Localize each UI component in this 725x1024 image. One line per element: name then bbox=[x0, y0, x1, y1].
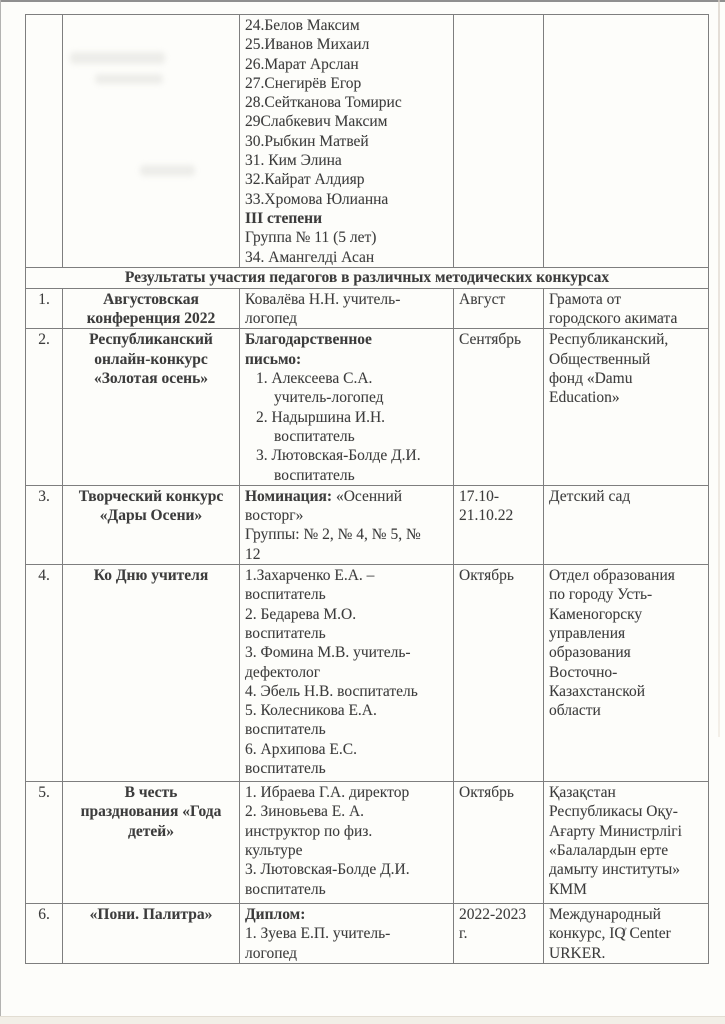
text-line: Казахстанской bbox=[549, 682, 646, 700]
text-line: детей» bbox=[128, 822, 174, 840]
text-line: Диплом: bbox=[245, 906, 306, 924]
text-line: логопед bbox=[245, 310, 298, 328]
text-line: Ко Дню учителя bbox=[93, 567, 209, 585]
row2-date-cell bbox=[454, 329, 544, 485]
text-line: В честь bbox=[124, 784, 178, 802]
row1-participants-cell bbox=[240, 288, 454, 329]
row4-date-cell bbox=[454, 565, 544, 782]
text-line: области bbox=[549, 702, 601, 720]
text-line: Отдел образования bbox=[549, 567, 675, 585]
table-row bbox=[26, 565, 709, 782]
row2-award-cell bbox=[544, 329, 709, 485]
text-line: Творческий конкурс bbox=[78, 487, 224, 505]
text-line: письмо: bbox=[245, 350, 302, 368]
row2-number-cell: 2. bbox=[26, 329, 63, 485]
section-header: Результаты участия педагогов в различных методических конкурсах bbox=[26, 267, 709, 288]
row1-date-cell bbox=[454, 288, 544, 329]
scan-edge-right bbox=[718, 0, 720, 737]
text-line: восторг» bbox=[245, 507, 304, 525]
text-line: «Балалардын ерте bbox=[549, 841, 669, 859]
text-line: Республикасы Оқу- bbox=[549, 803, 678, 821]
text-line: культуре bbox=[245, 841, 303, 859]
text-line: 1. Ибраева Г.А. директор bbox=[245, 784, 410, 802]
text-line: городского акимата bbox=[549, 310, 678, 328]
row3-participants-cell bbox=[240, 485, 454, 564]
text-line: 12 bbox=[245, 545, 261, 563]
text-line: г. bbox=[459, 925, 468, 943]
text-line: Август bbox=[459, 290, 506, 308]
section-header-row bbox=[26, 267, 709, 288]
text-line: Қазақстан bbox=[549, 784, 616, 802]
text-line: празднования «Года bbox=[80, 803, 222, 821]
text-line: Детский сад bbox=[549, 487, 631, 505]
text-line: 27.Снегирёв Егор bbox=[245, 74, 362, 92]
text-line: воспитатель bbox=[245, 624, 326, 642]
text-line: 34. Амангелді Асан bbox=[245, 248, 375, 266]
table-row bbox=[26, 485, 709, 564]
text-line: логопед bbox=[245, 944, 298, 962]
text-line: образования bbox=[549, 644, 631, 662]
text-line: Грамота от bbox=[549, 290, 622, 308]
row5-date-cell bbox=[454, 782, 544, 904]
text-line: Августовская bbox=[103, 290, 199, 308]
text-line: Сентябрь bbox=[459, 331, 522, 349]
text-line: 3. Лютовская-Болде Д.И. bbox=[245, 861, 410, 879]
continuation-participants-cell bbox=[240, 15, 454, 268]
text-line: Education» bbox=[549, 389, 620, 407]
text-line: Октябрь bbox=[459, 784, 514, 802]
text-line: воспитатель bbox=[245, 586, 326, 604]
text-line: 2. Бедарева М.О. bbox=[245, 605, 357, 623]
table-row-continuation bbox=[26, 15, 709, 268]
text-line: Республиканский, bbox=[549, 331, 669, 349]
text-line: 1. Алексеева С.А. bbox=[256, 370, 373, 388]
text-line: 4. Эбель Н.В. воспитатель bbox=[245, 682, 418, 700]
text-line: КММ bbox=[549, 880, 587, 898]
text-line: 25.Иванов Михаил bbox=[245, 36, 370, 54]
text-line: Октябрь bbox=[459, 567, 514, 585]
text-line: воспитатель bbox=[274, 466, 355, 484]
text-line: «Дары Осени» bbox=[99, 507, 203, 525]
text-line: воспитатель bbox=[274, 427, 355, 445]
text-line: URKER. bbox=[549, 944, 606, 962]
row1-award-cell bbox=[544, 288, 709, 329]
text-line: фонд «Damu bbox=[549, 370, 633, 388]
row6-number-cell: 6. bbox=[26, 904, 63, 964]
scan-edge-left bbox=[0, 0, 1, 1024]
text-line: 29Слабкевич Максим bbox=[245, 113, 388, 131]
text-line: учитель-логопед bbox=[274, 389, 384, 407]
row4-competition-cell bbox=[63, 565, 240, 782]
row1-number-cell: 1. bbox=[26, 288, 63, 329]
row5-number-cell: 5. bbox=[26, 782, 63, 904]
row2-competition-cell bbox=[63, 329, 240, 485]
text-line: 17.10- bbox=[459, 487, 500, 505]
row3-number-cell: 3. bbox=[26, 485, 63, 564]
table-row bbox=[26, 782, 709, 904]
text-line: 3. Лютовская-Болде Д.И. bbox=[256, 447, 421, 465]
continuation-number-cell bbox=[26, 15, 63, 268]
scan-edge-top bbox=[0, 0, 725, 2]
row5-competition-cell bbox=[63, 782, 240, 904]
text-line: воспитатель bbox=[245, 880, 326, 898]
text-line: 5. Колесникова Е.А. bbox=[245, 702, 377, 720]
text-line: управления bbox=[549, 624, 626, 642]
text-line: 1. Зуева Е.П. учитель- bbox=[245, 925, 391, 943]
text-line: дамыту институты» bbox=[549, 861, 680, 879]
text-line: онлайн-конкурс bbox=[94, 350, 208, 368]
text-line: Общественный bbox=[549, 350, 651, 368]
text-line: инструктор по физ. bbox=[245, 822, 373, 840]
text-line: дефектолог bbox=[245, 663, 321, 681]
text-line: конкурс, IQ Center bbox=[549, 925, 671, 943]
text-line: 31. Ким Элина bbox=[245, 152, 342, 170]
row4-number-cell: 4. bbox=[26, 565, 63, 782]
text-line: Республиканский bbox=[89, 331, 213, 349]
text-line: 2. Надыршина И.Н. bbox=[256, 408, 386, 426]
row2-participants-cell bbox=[240, 329, 454, 485]
text-line: воспитатель bbox=[245, 759, 326, 777]
text-line: 33.Хромова Юлианна bbox=[245, 190, 389, 208]
text-line: Группа № 11 (5 лет) bbox=[245, 229, 377, 247]
row3-competition-cell bbox=[63, 485, 240, 564]
text-line: 6. Архипова Е.С. bbox=[245, 740, 357, 758]
table-row bbox=[26, 329, 709, 485]
text-line: Благодарственное bbox=[245, 331, 372, 349]
text-line: 3. Фомина М.В. учитель- bbox=[245, 644, 411, 662]
row5-participants-cell bbox=[240, 782, 454, 904]
text-line: по городу Усть- bbox=[549, 586, 653, 604]
text-line: «Золотая осень» bbox=[93, 370, 209, 388]
scan-edge-bottom bbox=[0, 1016, 725, 1024]
text-line: Каменогорску bbox=[549, 605, 643, 623]
table-row bbox=[26, 288, 709, 329]
text-line: 2. Зиновьева Е. А. bbox=[245, 803, 365, 821]
row5-award-cell bbox=[544, 782, 709, 904]
results-table bbox=[25, 14, 709, 964]
continuation-competition-cell bbox=[63, 15, 240, 268]
text-line: 24.Белов Максим bbox=[245, 17, 360, 34]
text-line: Ковалёва Н.Н. учитель- bbox=[245, 290, 401, 308]
text-line: 2022-2023 bbox=[459, 906, 527, 924]
row4-participants-cell bbox=[240, 565, 454, 782]
row6-participants-cell bbox=[240, 904, 454, 964]
text-line: Восточно- bbox=[549, 663, 618, 681]
text-line: Ағарту Министрлігі bbox=[549, 822, 682, 840]
text-line: 1.Захарченко Е.А. – bbox=[245, 567, 375, 585]
row3-date-cell bbox=[454, 485, 544, 564]
text-line: III степени bbox=[245, 209, 323, 227]
row3-award-cell bbox=[544, 485, 709, 564]
text-line: Международный bbox=[549, 906, 661, 924]
row1-competition-cell bbox=[63, 288, 240, 329]
text-line: Номинация: «Осенний bbox=[245, 487, 403, 505]
text-line: 32.Кайрат Алдияр bbox=[245, 171, 365, 189]
continuation-award-cell bbox=[544, 15, 709, 268]
text-line: воспитатель bbox=[245, 721, 326, 739]
row6-competition-cell bbox=[63, 904, 240, 964]
row4-award-cell bbox=[544, 565, 709, 782]
text-line: «Пони. Палитра» bbox=[89, 906, 213, 924]
text-line: 30.Рыбкин Матвей bbox=[245, 132, 369, 150]
row6-award-cell bbox=[544, 904, 709, 964]
text-line: 21.10.22 bbox=[459, 507, 514, 525]
continuation-date-cell bbox=[454, 15, 544, 268]
row6-date-cell bbox=[454, 904, 544, 964]
text-line: 28.Сейтканова Томирис bbox=[245, 94, 402, 112]
table-row bbox=[26, 904, 709, 964]
text-line: Группы: № 2, № 4, № 5, № bbox=[245, 526, 421, 544]
text-line: конференция 2022 bbox=[86, 310, 216, 328]
text-line: 26.Марат Арслан bbox=[245, 55, 359, 73]
